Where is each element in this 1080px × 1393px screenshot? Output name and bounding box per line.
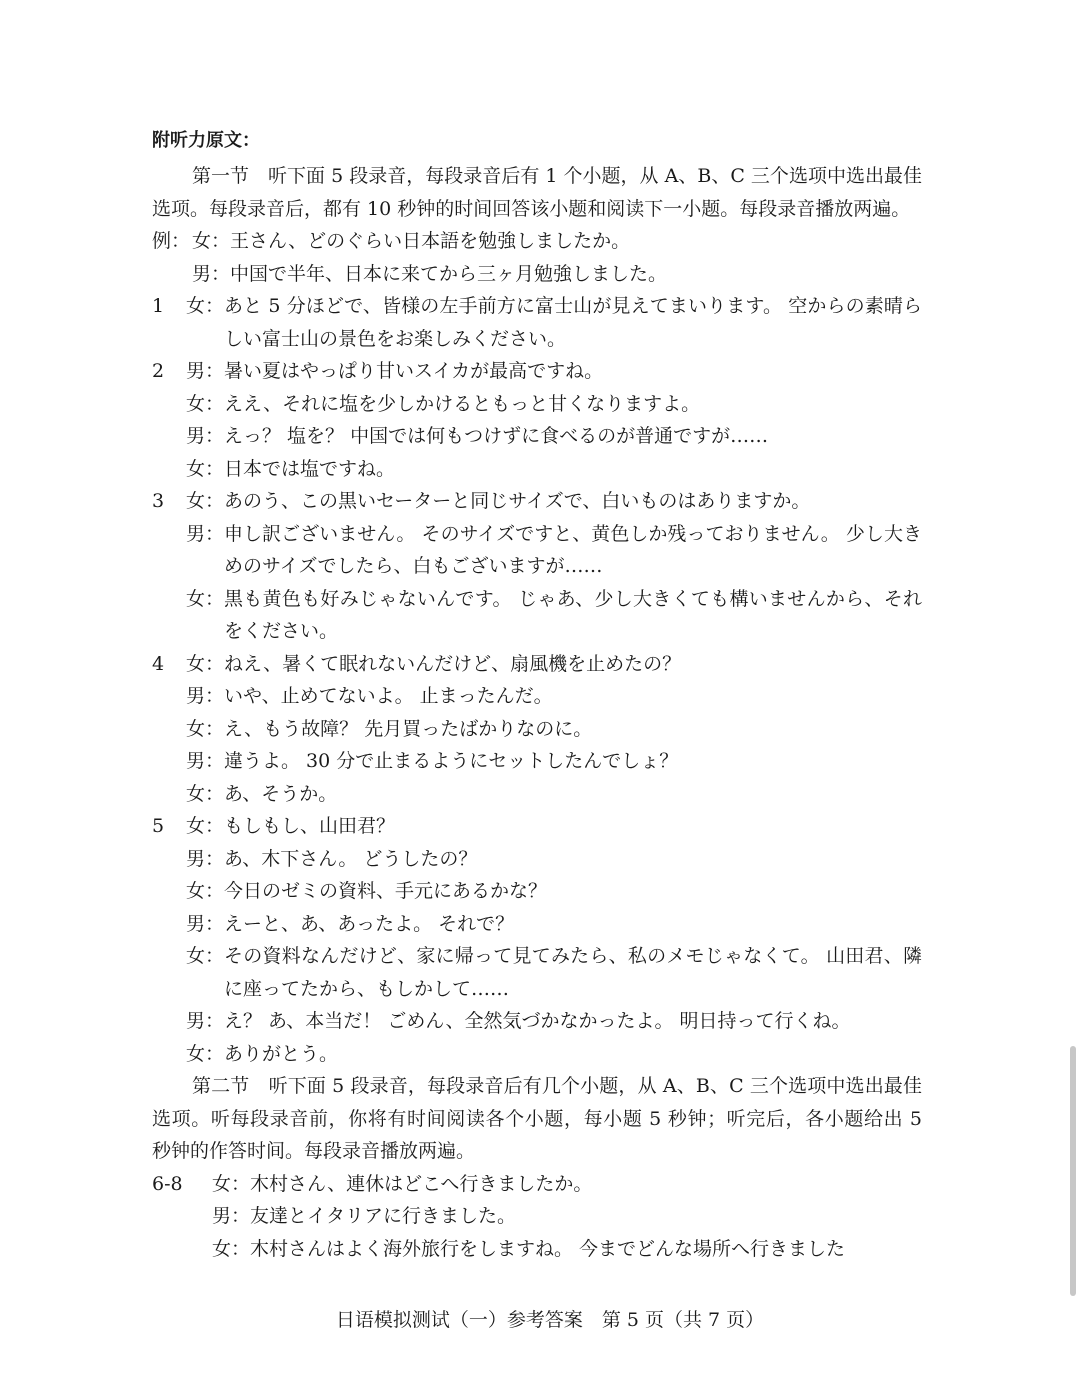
dialogue-line (152, 258, 922, 291)
dialogue-line (152, 940, 922, 1005)
speaker-label: 男： (192, 262, 231, 285)
line-text: えっ？ 塩を？ 中国では何もつけずに食べるのが普通ですが…… (224, 425, 769, 447)
document-body (152, 128, 922, 1265)
line-text: 暑い夏はやっぱり甘いスイカが最高ですね。 (224, 360, 604, 382)
section-heading: 附听力原文： (152, 130, 260, 151)
dialogue-number: 5 (152, 815, 165, 837)
line-text: 今日のゼミの資料、手元にあるかな？ (224, 880, 548, 902)
speaker-label: 女： (192, 230, 231, 252)
section1-intro: 第一节 听下面 5 段录音，每段录音后有 1 个小题，从 A、B、C 三个选项中选出最佳选项。每段录音后，都有 10 秒钟的时间回答该小题和阅读下一小题。每段录音播放两遍。 (152, 165, 922, 220)
dialogue-line (152, 713, 922, 746)
line-text: 黒も黄色も好みじゃないんです。 じゃあ、少し大きくても構いませんから、それをください。 (224, 587, 922, 642)
section2-intro: 第二节 听下面 5 段录音，每段录音后有几个小题，从 A、B、C 三个选项中选出最佳选项。听每段录音前，你将有时间阅读各个小题，每小题 5 秒钟；听完后，各小题给出 5 秒钟的作答时间。每段录音播放两遍。 (152, 1075, 922, 1162)
line-text: え、もう故障？ 先月買ったばかりなのに。 (224, 717, 593, 740)
line-text: ねえ、暑くて眠れないんだけど、扇風機を止めたの？ (224, 652, 682, 675)
speaker-label: 女： (186, 392, 225, 415)
dialogue-line (152, 453, 922, 486)
dialogue-number: 6-8 (152, 1172, 183, 1195)
dialogue-6-8 (152, 1168, 922, 1266)
dialogue-line (152, 1233, 922, 1266)
dialogue-3 (152, 485, 922, 648)
dialogue-line (152, 810, 922, 843)
dialogue-number: 4 (152, 652, 165, 675)
line-text: 友達とイタリアに行きました。 (250, 1205, 517, 1227)
line-text: あのう、この黒いセーターと同じサイズで、白いものはありますか。 (224, 490, 811, 512)
dialogue-line (152, 290, 922, 355)
speaker-label: 女： (186, 717, 225, 740)
dialogue-line (152, 1200, 922, 1233)
page-footer: 日语模拟测试（一）参考答案 第 5 页（共 7 页） (335, 1309, 765, 1331)
speaker-label: 男： (186, 1010, 225, 1032)
line-text: その資料なんだけど、家に帰って見てみたら、私のメモじゃなくて。 山田君、隣に座ってたから、もしかして…… (224, 945, 922, 1000)
speaker-label: 女： (186, 295, 225, 317)
dialogue-line (152, 908, 922, 941)
dialogue-number: 2 (152, 360, 165, 382)
line-text: あ、そうか。 (224, 782, 338, 805)
speaker-label: 男： (186, 425, 225, 447)
line-text: 木村さん、連休はどこへ行きましたか。 (250, 1172, 593, 1195)
dialogue-2 (152, 355, 922, 485)
example-dialogue (152, 225, 922, 290)
speaker-label: 男： (186, 685, 225, 707)
dialogue-line (152, 583, 922, 648)
dialogue-line (152, 518, 922, 583)
dialogue-line (152, 485, 922, 518)
speaker-label: 男： (186, 912, 225, 935)
dialogue-line (152, 225, 922, 258)
speaker-label: 女： (212, 1237, 251, 1260)
line-text: 違うよ。 30 分で止まるようにセットしたんでしょ？ (224, 750, 679, 772)
speaker-label: 女： (212, 1172, 251, 1195)
dialogue-4 (152, 648, 922, 811)
line-text: ありがとう。 (224, 1042, 339, 1065)
speaker-label: 女： (186, 652, 225, 675)
dialogue-line (152, 355, 922, 388)
speaker-label: 女： (186, 880, 225, 902)
dialogue-line (152, 843, 922, 876)
dialogue-line (152, 745, 922, 778)
speaker-label: 女： (186, 945, 225, 967)
speaker-label: 男： (186, 360, 225, 382)
speaker-label: 女： (186, 1042, 225, 1065)
dialogue-line (152, 875, 922, 908)
speaker-label: 男： (186, 750, 225, 772)
line-text: え？ あ、本当だ！ ごめん、全然気づかなかったよ。 明日持って行くね。 (224, 1010, 851, 1032)
line-text: あと 5 分ほどで、皆様の左手前方に富士山が見えてまいります。 空からの素晴らしい富士山の景色をお楽しみください。 (224, 295, 922, 350)
dialogue-line (152, 680, 922, 713)
line-text: 木村さんはよく海外旅行をしますね。 今までどんな場所へ行きました (250, 1237, 846, 1260)
dialogue-line (152, 1168, 922, 1201)
dialogue-line (152, 648, 922, 681)
speaker-label: 女： (186, 587, 225, 610)
line-text: あ、木下さん。 どうしたの？ (224, 847, 478, 870)
line-text: 日本では塩ですね。 (224, 457, 396, 480)
line-text: えーと、あ、あったよ。 それで？ (224, 912, 515, 935)
line-text: 王さん、どのぐらい日本語を勉強しましたか。 (230, 230, 631, 252)
dialogue-line (152, 1038, 922, 1071)
speaker-label: 女： (186, 490, 225, 512)
dialogue-5 (152, 810, 922, 1070)
line-text: 中国で半年、日本に来てから三ヶ月勉強しました。 (230, 262, 668, 285)
dialogue-line (152, 1005, 922, 1038)
dialogue-line (152, 388, 922, 421)
dialogue-number: 3 (152, 490, 165, 512)
speaker-label: 女： (186, 457, 225, 480)
dialogue-line (152, 778, 922, 811)
line-text: いや、止めてないよ。 止まったんだ。 (224, 685, 553, 707)
speaker-label: 女： (186, 815, 225, 837)
dialogue-1 (152, 290, 922, 355)
line-text: ええ、それに塩を少しかけるともっと甘くなりますよ。 (224, 392, 701, 415)
speaker-label: 男： (212, 1205, 251, 1227)
speaker-label: 女： (186, 782, 225, 805)
dialogue-line (152, 420, 922, 453)
speaker-label: 男： (186, 847, 225, 870)
line-text: 申し訳ございません。 そのサイズですと、黄色しか残っておりません。 少し大きめのサイズでしたら、白もございますが…… (224, 522, 922, 577)
scrollbar[interactable] (1070, 1046, 1076, 1296)
line-text: もしもし、山田君？ (224, 815, 396, 837)
speaker-label: 男： (186, 522, 225, 545)
dialogue-number: 1 (152, 295, 165, 317)
example-label: 例： (152, 230, 191, 252)
